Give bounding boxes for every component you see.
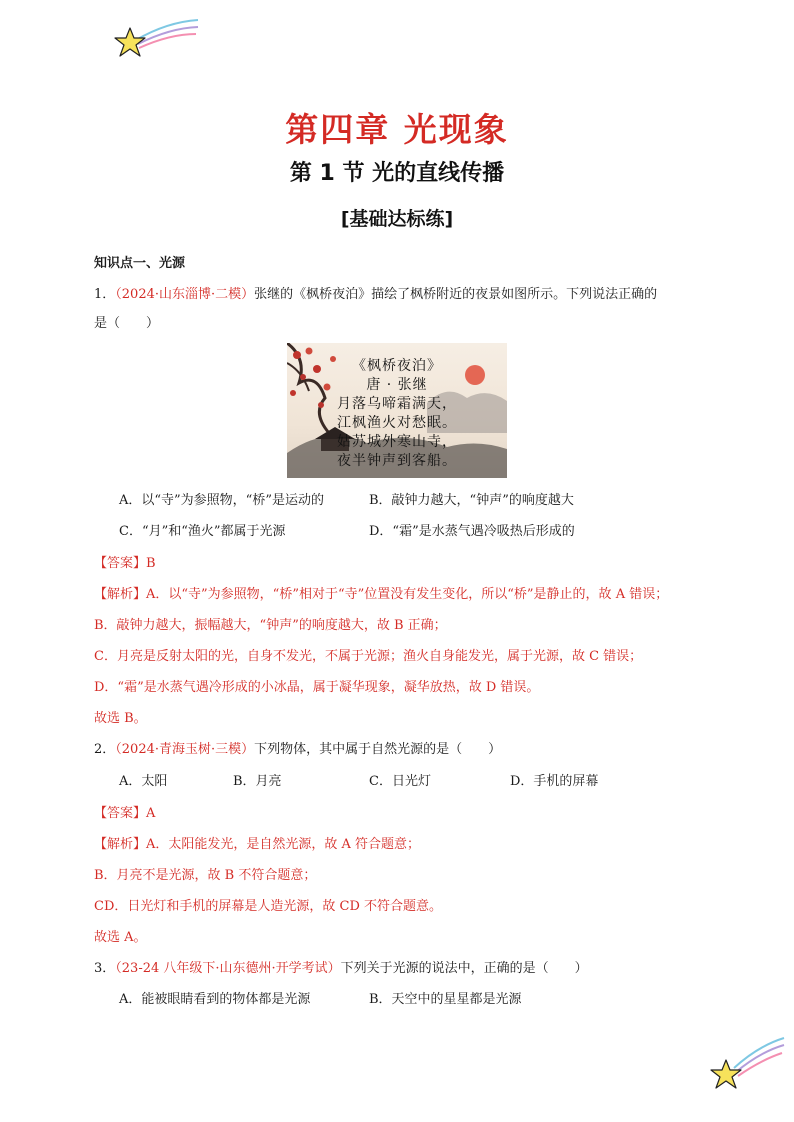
question-number: 2． xyxy=(94,742,116,757)
question-number: 1． xyxy=(94,287,116,302)
answer-label: 【答案】A xyxy=(94,806,156,821)
chapter-title: 第四章 光现象 xyxy=(285,110,509,149)
poem-line: 月落乌啼霜满天， xyxy=(337,396,457,412)
analysis-line: 【解析】A．以“寺”为参照物，“桥”相对于“寺”位置没有发生变化，所以“桥”是静止的，故 A 错误； xyxy=(94,587,669,602)
analysis-line: CD．日光灯和手机的屏幕是人造光源，故 CD 不符合题意。 xyxy=(94,899,443,914)
question-number: 3． xyxy=(94,961,116,976)
poem-line: 唐 · 张继 xyxy=(366,377,428,393)
option-c: C．日光灯 xyxy=(369,774,431,789)
analysis-line: D．“霜”是水蒸气遇冷形成的小冰晶，属于凝华现象，凝华放热，故 D 错误。 xyxy=(94,680,540,695)
option-d: D．“霜”是水蒸气遇冷吸热后形成的 xyxy=(369,524,575,539)
poem-line: 江枫渔火对愁眠。 xyxy=(337,415,457,431)
poem-illustration xyxy=(287,343,507,478)
question-text: 下列关于光源的说法中，正确的是（ ） xyxy=(340,961,588,976)
question-text: 下列物体，其中属于自然光源的是（ ） xyxy=(254,742,502,757)
section-title: 第 1 节 光的直线传播 xyxy=(289,161,505,186)
option-b: B．月亮 xyxy=(233,774,282,789)
option-b: B．敲钟力越大，“钟声”的响度越大 xyxy=(369,493,574,508)
analysis-line: B．月亮不是光源，故 B 不符合题意； xyxy=(94,868,317,883)
question-3-stem xyxy=(94,960,588,978)
analysis-line: C．月亮是反射太阳的光，自身不发光，不属于光源；渔火自身能发光，属于光源，故 C 错误； xyxy=(94,649,643,664)
answer-label: 【答案】B xyxy=(94,556,156,571)
shooting-star-icon xyxy=(112,18,202,64)
option-a: A．太阳 xyxy=(119,774,168,789)
poem-text xyxy=(287,357,507,471)
question-text: 张继的《枫桥夜泊》描绘了枫桥附近的夜景如图所示。下列说法正确的 xyxy=(254,287,658,302)
question-source: （23-24 八年级下·山东德州·开学考试） xyxy=(115,961,341,976)
shooting-star-icon xyxy=(708,1030,786,1094)
option-a: A．能被眼睛看到的物体都是光源 xyxy=(119,992,311,1007)
option-d: D．手机的屏幕 xyxy=(510,774,599,789)
option-b: B．天空中的星星都是光源 xyxy=(369,992,522,1007)
analysis-line: 【解析】A．太阳能发光，是自然光源，故 A 符合题意； xyxy=(94,837,421,852)
knowledge-point-heading: 知识点一、光源 xyxy=(94,256,186,271)
option-a: A．以“寺”为参照物，“桥”是运动的 xyxy=(119,493,324,508)
question-source: （2024·山东淄博·二模） xyxy=(115,287,255,302)
conclusion: 故选 A。 xyxy=(94,930,147,945)
analysis-line: B．敲钟力越大，振幅越大，“钟声”的响度越大，故 B 正确； xyxy=(94,618,447,633)
question-1-stem-cont: 是（ ） xyxy=(94,316,160,331)
conclusion: 故选 B。 xyxy=(94,711,147,726)
poem-line: 夜半钟声到客船。 xyxy=(337,453,457,469)
exercise-title: [基础达标练] xyxy=(340,208,454,230)
poem-line: 姑苏城外寒山寺， xyxy=(337,434,457,450)
question-1-stem xyxy=(94,286,657,304)
question-source: （2024·青海玉树·三模） xyxy=(115,742,255,757)
question-2-stem xyxy=(94,741,501,759)
option-c: C．“月”和“渔火”都属于光源 xyxy=(119,524,286,539)
poem-line: 《枫桥夜泊》 xyxy=(352,358,442,374)
